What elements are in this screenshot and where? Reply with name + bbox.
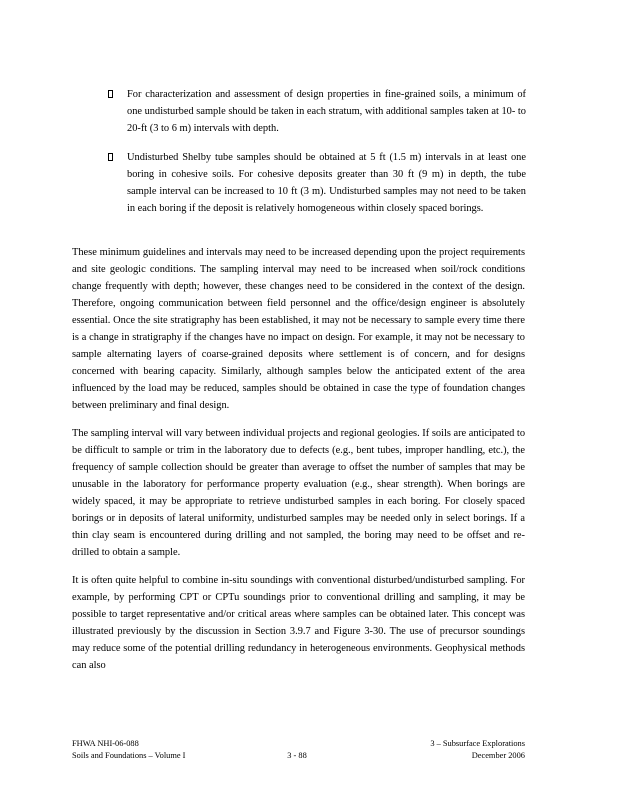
bullet-text: For characterization and assessment of design properties in fine-grained soils, a minimum of one undisturbed sample should be taken in each stratum, with additional samples taken at 10- to 20-ft (3 to 6 m) intervals with depth. bbox=[127, 89, 526, 134]
bullet-text: Undisturbed Shelby tube samples should be obtained at 5 ft (1.5 m) intervals in at least one boring in cohesive soils. For cohesive deposits greater than 30 ft (9 m) in depth, the tube sample interval can be increased to 10 ft (3 m). Undisturbed samples may not need to be taken in each boring if the deposit is relatively homogeneous within closely spaced borings. bbox=[127, 152, 526, 214]
footer-date: December 2006 bbox=[471, 751, 525, 760]
body-text bbox=[72, 244, 525, 685]
paragraph: It is often quite helpful to combine in-situ soundings with conventional disturbed/undisturbed sampling. For example, by performing CPT or CPTu soundings prior to conventional drilling and sampling, it may be possible to target representative and/or critical areas where samples can be obtained later. This concept was illustrated previously by the discussion in Section 3.9.7 and Figure 3-30. The use of precursor soundings may reduce some of the potential drilling redundancy in heterogeneous environments. Geophysical methods can also bbox=[72, 575, 525, 671]
footer-right bbox=[325, 738, 525, 762]
page-number: 3 - 88 bbox=[287, 751, 307, 760]
footer-chapter-title: 3 – Subsurface Explorations bbox=[430, 739, 525, 748]
footer-left bbox=[72, 738, 272, 762]
bullet-box-icon bbox=[108, 90, 113, 98]
bullet-item bbox=[108, 86, 526, 137]
page-footer bbox=[72, 738, 525, 764]
bullet-item bbox=[108, 149, 526, 217]
paragraph: These minimum guidelines and intervals may need to be increased depending upon the project requirements and site geologic conditions. The sampling interval may need to be increased when soil/rock conditions change frequently with depth; however, these changes need to be considered in the context of the design. Therefore, ongoing communication between field personnel and the office/design engineer is absolutely essential. Once the site stratigraphy has been established, it may not be necessary to sample every time there is a change in stratigraphy if the changes have no impact on design. For example, it may not be necessary to sample alternating layers of coarse-grained deposits where settlement is of concern, and for designs concerned with bearing capacity. Similarly, although samples below the anticipated extent of the area influenced by the load may be reduced, samples should be obtained in case the type of foundation changes between preliminary and final design. bbox=[72, 247, 525, 411]
bullet-box-icon bbox=[108, 153, 113, 161]
footer-document-title: Soils and Foundations – Volume I bbox=[72, 751, 186, 760]
paragraph: The sampling interval will vary between individual projects and regional geologies. If soils are anticipated to be difficult to sample or trim in the laboratory due to defects (e.g., bent tubes, improper handling, etc.), the frequency of sample collection should be greater than average to offset the number of samples that may be unusable in the laboratory for performance property evaluation (e.g., shear strength). When borings are widely spaced, it may be appropriate to retrieve undisturbed samples in each boring. For closely spaced borings or in deposits of lateral uniformity, undisturbed samples may be needed only in select borings. If a thin clay seam is encountered during drilling and not sampled, the boring may need to be offset and re-drilled to obtain a sample. bbox=[72, 428, 526, 558]
bullet-list bbox=[108, 86, 526, 229]
footer-report-number: FHWA NHI-06-088 bbox=[72, 739, 139, 748]
